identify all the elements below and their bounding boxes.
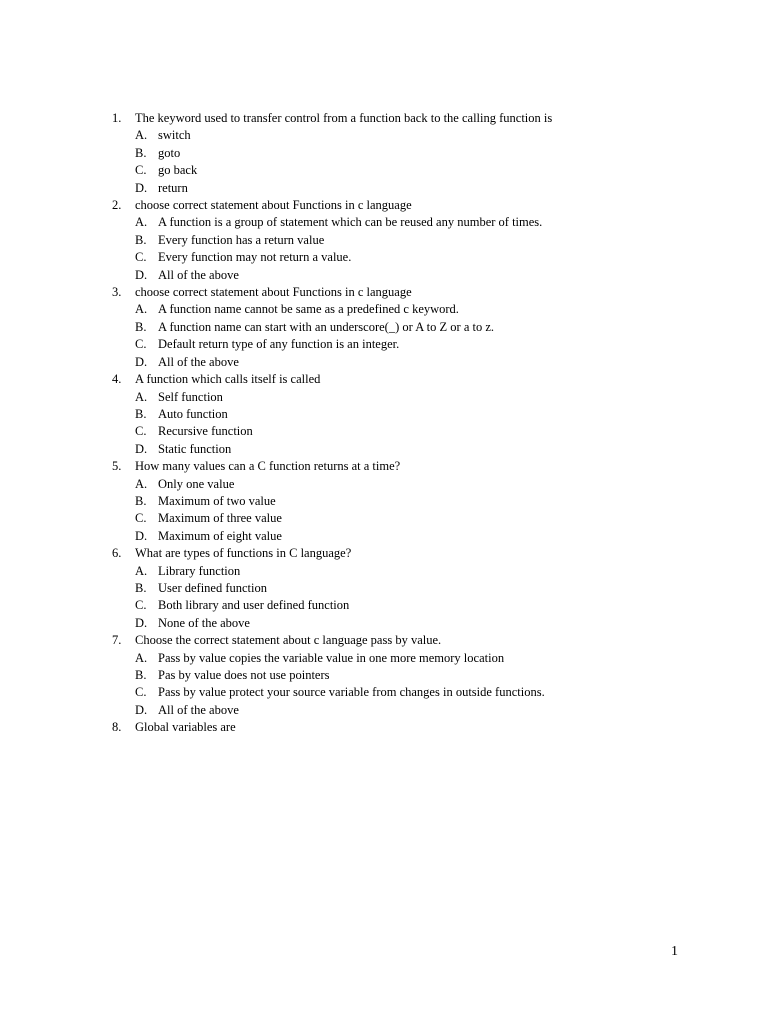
question-text: A function which calls itself is called <box>135 372 321 387</box>
option-letter: A. <box>135 389 148 404</box>
option-text: Maximum of three value <box>158 511 282 526</box>
question-item <box>112 719 672 736</box>
question-item <box>112 371 672 458</box>
option-letter: D. <box>135 528 148 543</box>
option-list <box>112 650 672 720</box>
option-letter: C. <box>135 250 147 265</box>
question-text: Global variables are <box>135 720 236 735</box>
option-list <box>112 389 672 459</box>
question-number: 8. <box>112 720 122 735</box>
option-letter: D. <box>135 354 148 369</box>
option-list <box>112 127 672 197</box>
option-item <box>112 684 672 701</box>
question-number: 6. <box>112 546 122 561</box>
option-text: User defined function <box>158 580 267 595</box>
option-letter: C. <box>135 337 147 352</box>
option-item <box>112 145 672 162</box>
option-item <box>112 319 672 336</box>
question-item <box>112 110 672 197</box>
question-text: The keyword used to transfer control from a function back to the calling function is <box>135 111 553 125</box>
option-text: A function name can start with an underscore(_) or A to Z or a to z. <box>158 319 495 334</box>
question-row <box>112 197 672 214</box>
option-letter: B. <box>135 232 147 247</box>
option-item <box>112 597 672 614</box>
question-row <box>112 110 672 127</box>
question-text: choose correct statement about Functions in c language <box>135 285 412 300</box>
option-letter: C. <box>135 424 147 439</box>
option-text: A function is a group of statement which can be reused any number of times. <box>158 215 543 230</box>
option-item <box>112 528 672 545</box>
option-text: Maximum of two value <box>158 493 276 508</box>
option-letter: A. <box>135 215 148 230</box>
option-item <box>112 214 672 231</box>
option-letter: B. <box>135 668 147 682</box>
question-list <box>112 110 672 737</box>
option-text: Auto function <box>158 406 228 421</box>
option-text: Pas by value does not use pointers <box>158 668 330 682</box>
option-item <box>112 406 672 423</box>
option-letter: D. <box>135 180 148 195</box>
option-letter: A. <box>135 650 148 665</box>
option-letter: C. <box>135 163 147 178</box>
option-text: Default return type of any function is an integer. <box>158 337 400 352</box>
option-text: Both library and user defined function <box>158 598 350 613</box>
option-item <box>112 702 672 719</box>
question-item <box>112 632 672 719</box>
option-letter: B. <box>135 493 147 508</box>
option-letter: D. <box>135 615 148 630</box>
question-text: How many values can a C function returns at a time? <box>135 459 401 474</box>
question-row <box>112 632 672 649</box>
option-list <box>112 301 672 371</box>
page-number: 1 <box>671 944 678 959</box>
option-letter: C. <box>135 598 147 613</box>
option-text: All of the above <box>158 354 239 369</box>
option-item <box>112 232 672 249</box>
option-item <box>112 476 672 493</box>
option-text: All of the above <box>158 702 239 717</box>
option-text: Self function <box>158 389 223 404</box>
option-text: switch <box>158 128 191 143</box>
question-text: What are types of functions in C language? <box>135 546 352 561</box>
option-letter: C. <box>135 511 147 526</box>
option-item <box>112 423 672 440</box>
option-item <box>112 336 672 353</box>
option-item <box>112 510 672 527</box>
option-letter: A. <box>135 128 148 143</box>
option-item <box>112 580 672 597</box>
option-letter: A. <box>135 563 148 578</box>
option-text: All of the above <box>158 267 239 282</box>
option-list <box>112 214 672 284</box>
question-row <box>112 719 672 736</box>
option-letter: B. <box>135 580 147 595</box>
question-item <box>112 545 672 632</box>
option-item <box>112 441 672 458</box>
option-item <box>112 667 672 684</box>
question-item <box>112 197 672 284</box>
option-item <box>112 354 672 371</box>
option-item <box>112 267 672 284</box>
option-letter: A. <box>135 476 148 491</box>
option-letter: B. <box>135 145 147 160</box>
question-row <box>112 458 672 475</box>
option-text: go back <box>158 163 198 178</box>
option-text: Every function has a return value <box>158 232 325 247</box>
question-row <box>112 371 672 388</box>
question-item <box>112 458 672 545</box>
option-letter: D. <box>135 267 148 282</box>
question-text: Choose the correct statement about c language pass by value. <box>135 633 442 648</box>
option-item <box>112 249 672 266</box>
question-number: 5. <box>112 459 122 474</box>
question-number: 1. <box>112 111 122 125</box>
option-text: A function name cannot be same as a predefined c keyword. <box>158 302 459 317</box>
option-text: Library function <box>158 563 241 578</box>
option-item <box>112 650 672 667</box>
option-letter: D. <box>135 441 148 456</box>
question-number: 7. <box>112 633 122 648</box>
option-item <box>112 493 672 510</box>
option-text: return <box>158 180 188 195</box>
option-letter: B. <box>135 406 147 421</box>
option-item <box>112 615 672 632</box>
option-item <box>112 180 672 197</box>
option-item <box>112 162 672 179</box>
question-number: 4. <box>112 372 122 387</box>
option-list <box>112 476 672 546</box>
option-text: goto <box>158 145 181 160</box>
option-item <box>112 563 672 580</box>
option-text: Pass by value copies the variable value in one more memory location <box>158 650 505 665</box>
option-text: Recursive function <box>158 424 253 439</box>
option-text: None of the above <box>158 615 250 630</box>
option-list <box>112 563 672 633</box>
question-item <box>112 284 672 371</box>
question-row <box>112 545 672 562</box>
option-letter: A. <box>135 302 148 317</box>
option-text: Every function may not return a value. <box>158 250 352 265</box>
question-row <box>112 284 672 301</box>
question-number: 2. <box>112 198 122 213</box>
option-text: Static function <box>158 441 232 456</box>
option-letter: B. <box>135 319 147 334</box>
option-text: Only one value <box>158 476 235 491</box>
question-text: choose correct statement about Functions in c language <box>135 198 412 213</box>
option-text: Maximum of eight value <box>158 528 282 543</box>
option-letter: C. <box>135 685 147 700</box>
option-item <box>112 301 672 318</box>
option-text: Pass by value protect your source variable from changes in outside functions. <box>158 685 545 700</box>
option-item <box>112 127 672 144</box>
option-letter: D. <box>135 702 148 717</box>
question-number: 3. <box>112 285 122 300</box>
option-item <box>112 389 672 406</box>
